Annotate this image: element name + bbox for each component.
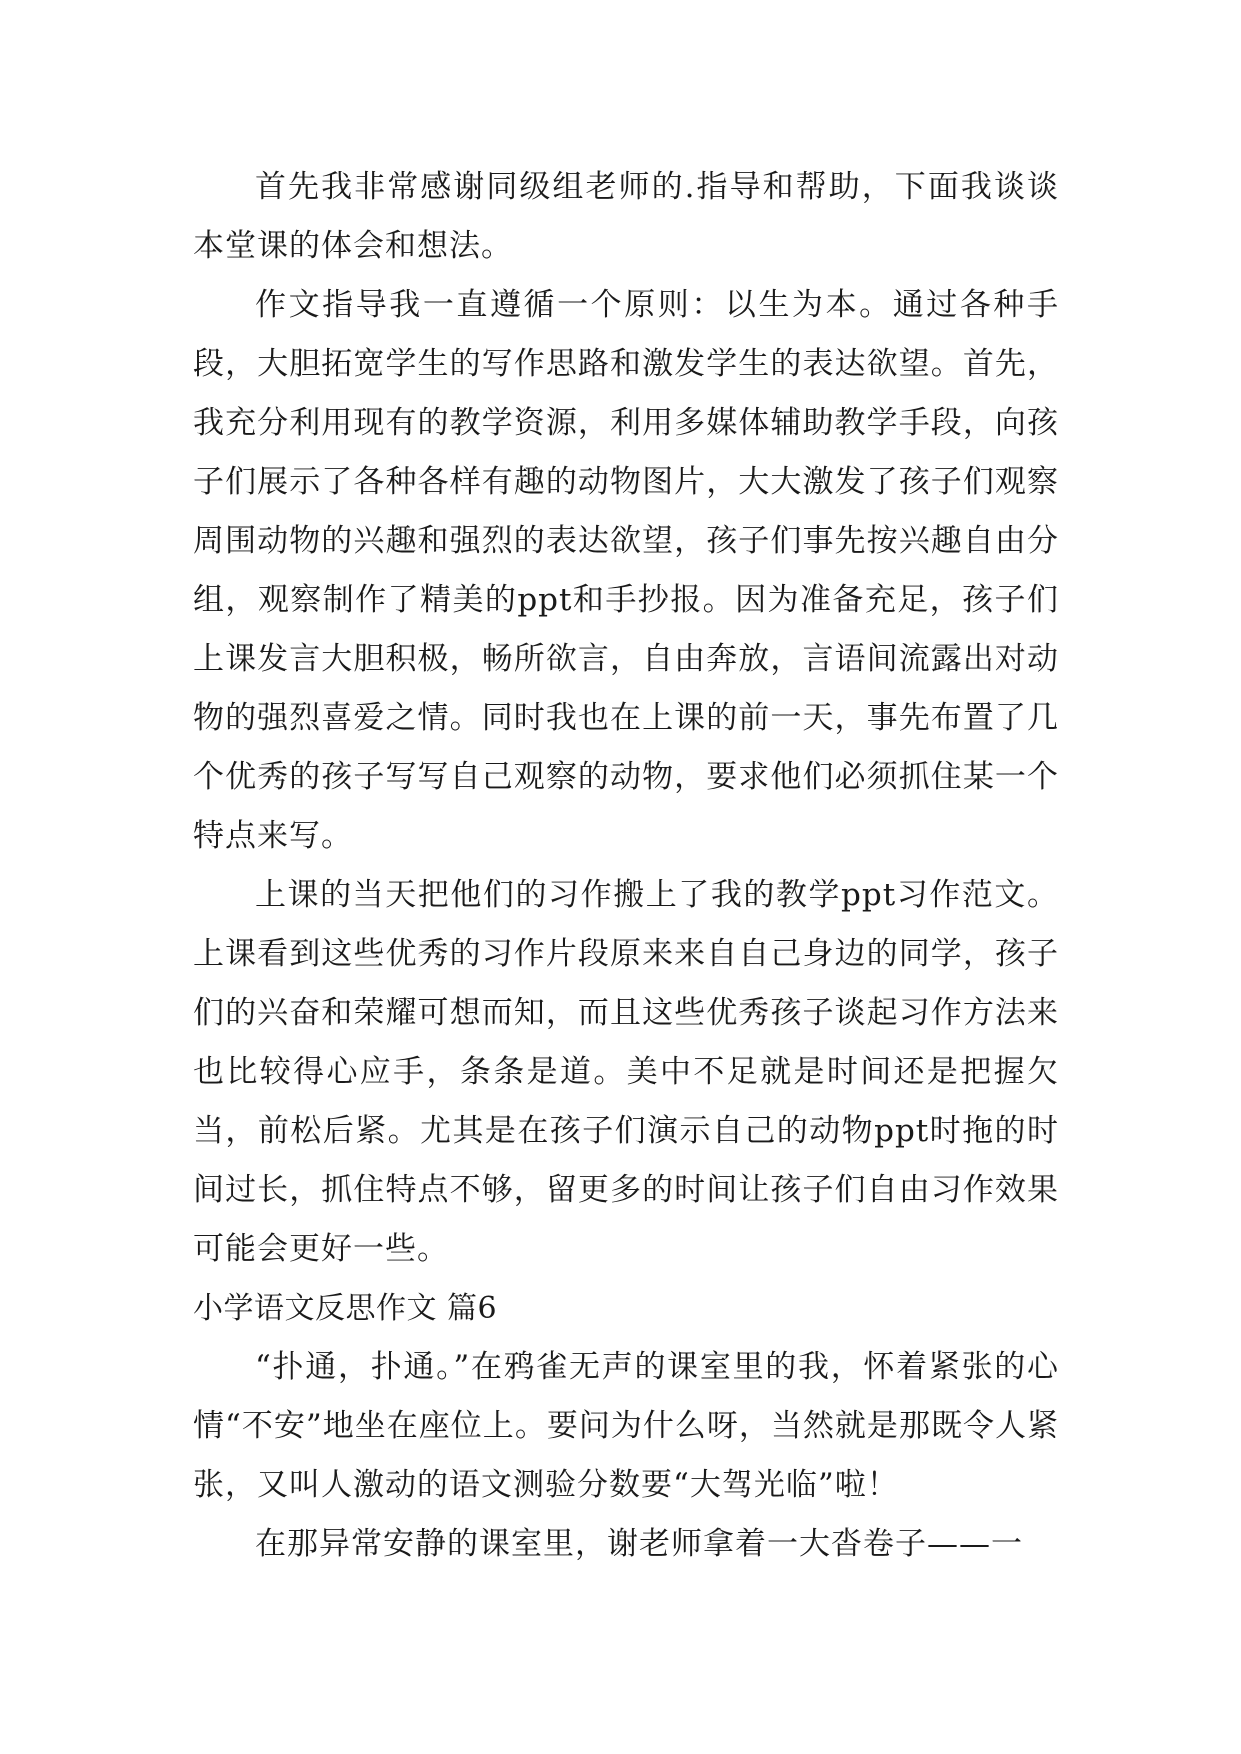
- paragraph-class-day: 上课的当天把他们的习作搬上了我的教学ppt习作范文。上课看到这些优秀的习作片段原来来自自己身边的同学，孩子们的兴奋和荣耀可想而知，而且这些优秀孩子谈起习作方法来也比较得心应手，条条是道。美中不足就是时间还是把握欠当，前松后紧。尤其是在孩子们演示自己的动物ppt时拖的时间过长，抓住特点不够，留更多的时间让孩子们自由习作效果可能会更好一些。: [193, 877, 1059, 1267]
- section-heading: 小学语文反思作文 篇6: [193, 1291, 498, 1326]
- paragraph-thanks: 首先我非常感谢同级组老师的.指导和帮助，下面我谈谈本堂课的体会和想法。: [193, 169, 1059, 264]
- document-body: [193, 158, 1059, 1574]
- paragraph-teaching-principle: 作文指导我一直遵循一个原则：以生为本。通过各种手段，大胆拓宽学生的写作思路和激发学生的表达欲望。首先，我充分利用现有的教学资源，利用多媒体辅助教学手段，向孩子们展示了各种各样有趣的动物图片，大大激发了孩子们观察周围动物的兴趣和强烈的表达欲望，孩子们事先按兴趣自由分组，观察制作了精美的ppt和手抄报。因为准备充足，孩子们上课发言大胆积极，畅所欲言，自由奔放，言语间流露出对动物的强烈喜爱之情。同时我也在上课的前一天，事先布置了几个优秀的孩子写写自己观察的动物，要求他们必须抓住某一个特点来写。: [193, 287, 1059, 854]
- paragraph-quiet-classroom: 在那异常安静的课室里，谢老师拿着一大沓卷子——一: [255, 1526, 1023, 1562]
- paragraph-test-anxiety: “扑通，扑通。”在鸦雀无声的课室里的我，怀着紧张的心情“不安”地坐在座位上。要问为什么呀，当然就是那既令人紧张，又叫人激动的语文测验分数要“大驾光临”啦！: [193, 1349, 1059, 1503]
